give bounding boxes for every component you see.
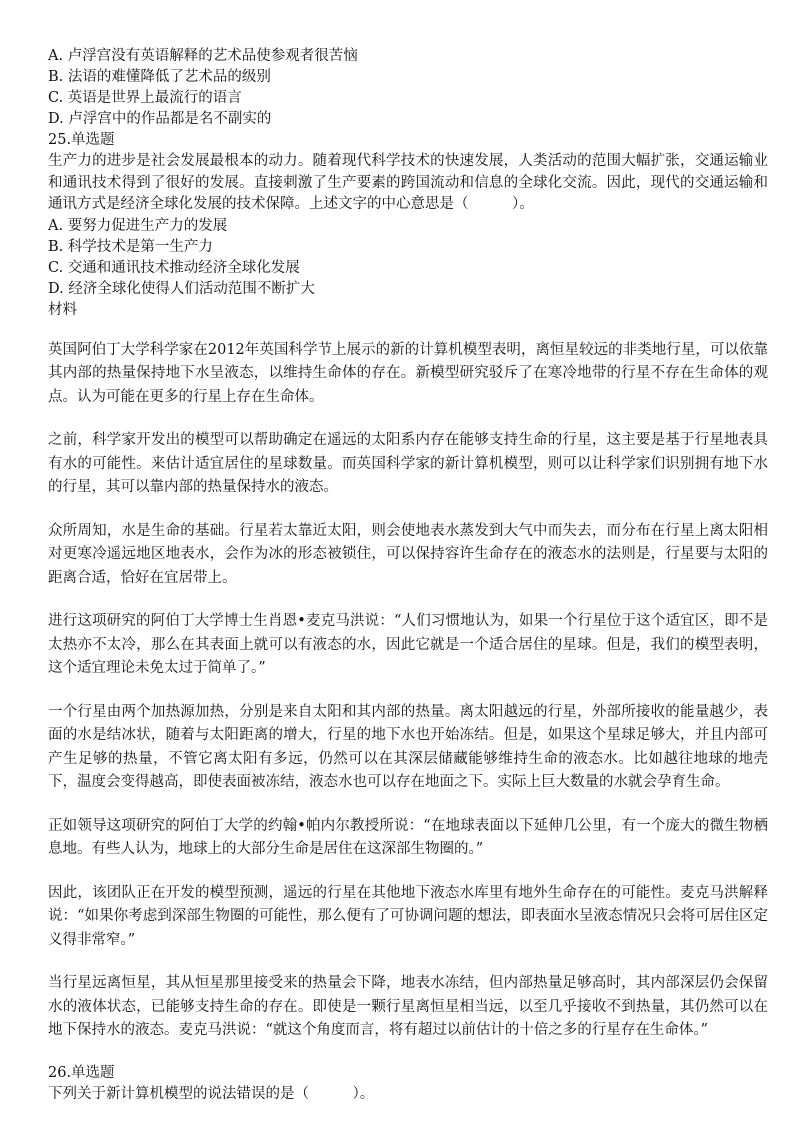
material-paragraph: 正如领导这项研究的阿伯丁大学的约翰•帕内尔教授所说：“在地球表面以下延伸几公里，有一个庞大的微生物栖息地。有些人认为，地球上的大部分生命是居住在这深部生物圈的。” — [48, 817, 768, 857]
q25-header: 25.单选题 — [48, 132, 115, 148]
q24-option-c: C. 英语是世界上最流行的语言 — [48, 90, 242, 106]
material-paragraph: 一个行星由两个加热源加热，分别是来自太阳和其内部的热量。离太阳越远的行星，外部所接收的能量越少，表面的水是结冰状，随着与太阳距离的增大，行星的地下水也开始冻结。但是，如果这个星球足够大，并且内部可产生足够的热量，不管它离太阳有多远，仍然可以在其深层储藏能够维持生命的液态水。比如越往地球的地壳下，温度会变得越高，即使表面被冻结，液态水也可以存在地面之下。实际上巨大数量的水就会孕育生命。 — [48, 703, 768, 790]
q25-option-a: A. 要努力促进生产力的发展 — [48, 217, 228, 234]
q26-stem: 下列关于新计算机模型的说法错误的是（ ）。 — [48, 1085, 375, 1102]
material-section — [48, 300, 768, 1043]
question-26 — [48, 1063, 768, 1105]
q24-option-a: A. 卢浮宫没有英语解释的艺术品使参观者很苦恼 — [48, 48, 358, 64]
material-paragraph: 众所周知，水是生命的基础。行星若太靠近太阳，则会使地表水蒸发到大气中而失去，而分布在行星上离太阳相对更寒冷遥远地区地表水，会作为冰的形态被锁住，可以保持容许生命存在的液态水的法则是，行星要与太阳的距离合适，恰好在宜居带上。 — [48, 522, 768, 586]
q25-option-b: B. 科学技术是第一生产力 — [48, 238, 213, 255]
q24-option-b: B. 法语的难懂降低了艺术品的级别 — [48, 69, 271, 85]
question-25 — [48, 130, 768, 300]
q24-option-d: D. 卢浮宫中的作品都是名不副实的 — [48, 111, 272, 127]
material-paragraph: 之前，科学家开发出的模型可以帮助确定在遥远的太阳系内存在能够支持生命的行星，这主要是基于行星地表具有水的可能性。来估计适宜居住的星球数量。而英国科学家的新计算机模型，则可以让科学家们识别拥有地下水的行星，其可以靠内部的热量保持水的液态。 — [48, 432, 768, 495]
q24-options — [48, 46, 768, 130]
material-paragraph: 进行这项研究的阿伯丁大学博士生肖恩•麦克马洪说：“人们习惯地认为，如果一个行星位于这个适宜区，即不是太热亦不太冷，那么在其表面上就可以有液态的水，因此它就是一个适合居住的星球。但是，我们的模型表明，这个适宜理论未免太过于简单了。” — [48, 613, 768, 676]
exam-page — [48, 46, 768, 1105]
q25-stem: 生产力的进步是社会发展最根本的动力。随着现代科学技术的快速发展，人类活动的范围大幅扩张，交通运输业和通讯技术得到了很好的发展。直接刺激了生产要素的跨国流动和信息的全球化交流。因此，现代的交通运输和通讯方式是经济全球化发展的技术保障。上述文字的中心意思是（ ）。 — [48, 153, 768, 212]
material-paragraph: 英国阿伯丁大学科学家在2012年英国科学节上展示的新的计算机模型表明，离恒星较远的非类地行星，可以依靠其内部的热量保持地下水呈液态，以维持生命体的存在。新模型研究驳斥了在寒冷地带的行星不存在生命体的观点。认为可能在更多的行星上存在生命体。 — [48, 341, 768, 405]
material-paragraph: 当行星远离恒星，其从恒星那里接受来的热量会下降，地表水冻结，但内部热量足够高时，其内部深层仍会保留水的液体状态，已能够支持生命的存在。即使是一颗行星离恒星相当远，以至几乎接收不到热量，其仍然可以在地下保持水的液态。麦克马洪说：“就这个角度而言，将有超过以前估计的十倍之多的行星存在生命体。” — [48, 975, 768, 1038]
q25-option-d: D. 经济全球化使得人们活动范围不断扩大 — [48, 280, 315, 297]
material-paragraph: 因此，该团队正在开发的模型预测，遥远的行星在其他地下液态水库里有地外生命存在的可能性。麦克马洪解释说：“如果你考虑到深部生物圈的可能性，那么便有了可协调问题的想法，即表面水呈液态情况只会将可居住区定义得非常窄。” — [48, 884, 768, 948]
material-label: 材料 — [48, 301, 77, 318]
q26-header: 26.单选题 — [48, 1064, 115, 1081]
q25-option-c: C. 交通和通讯技术推动经济全球化发展 — [48, 259, 300, 276]
